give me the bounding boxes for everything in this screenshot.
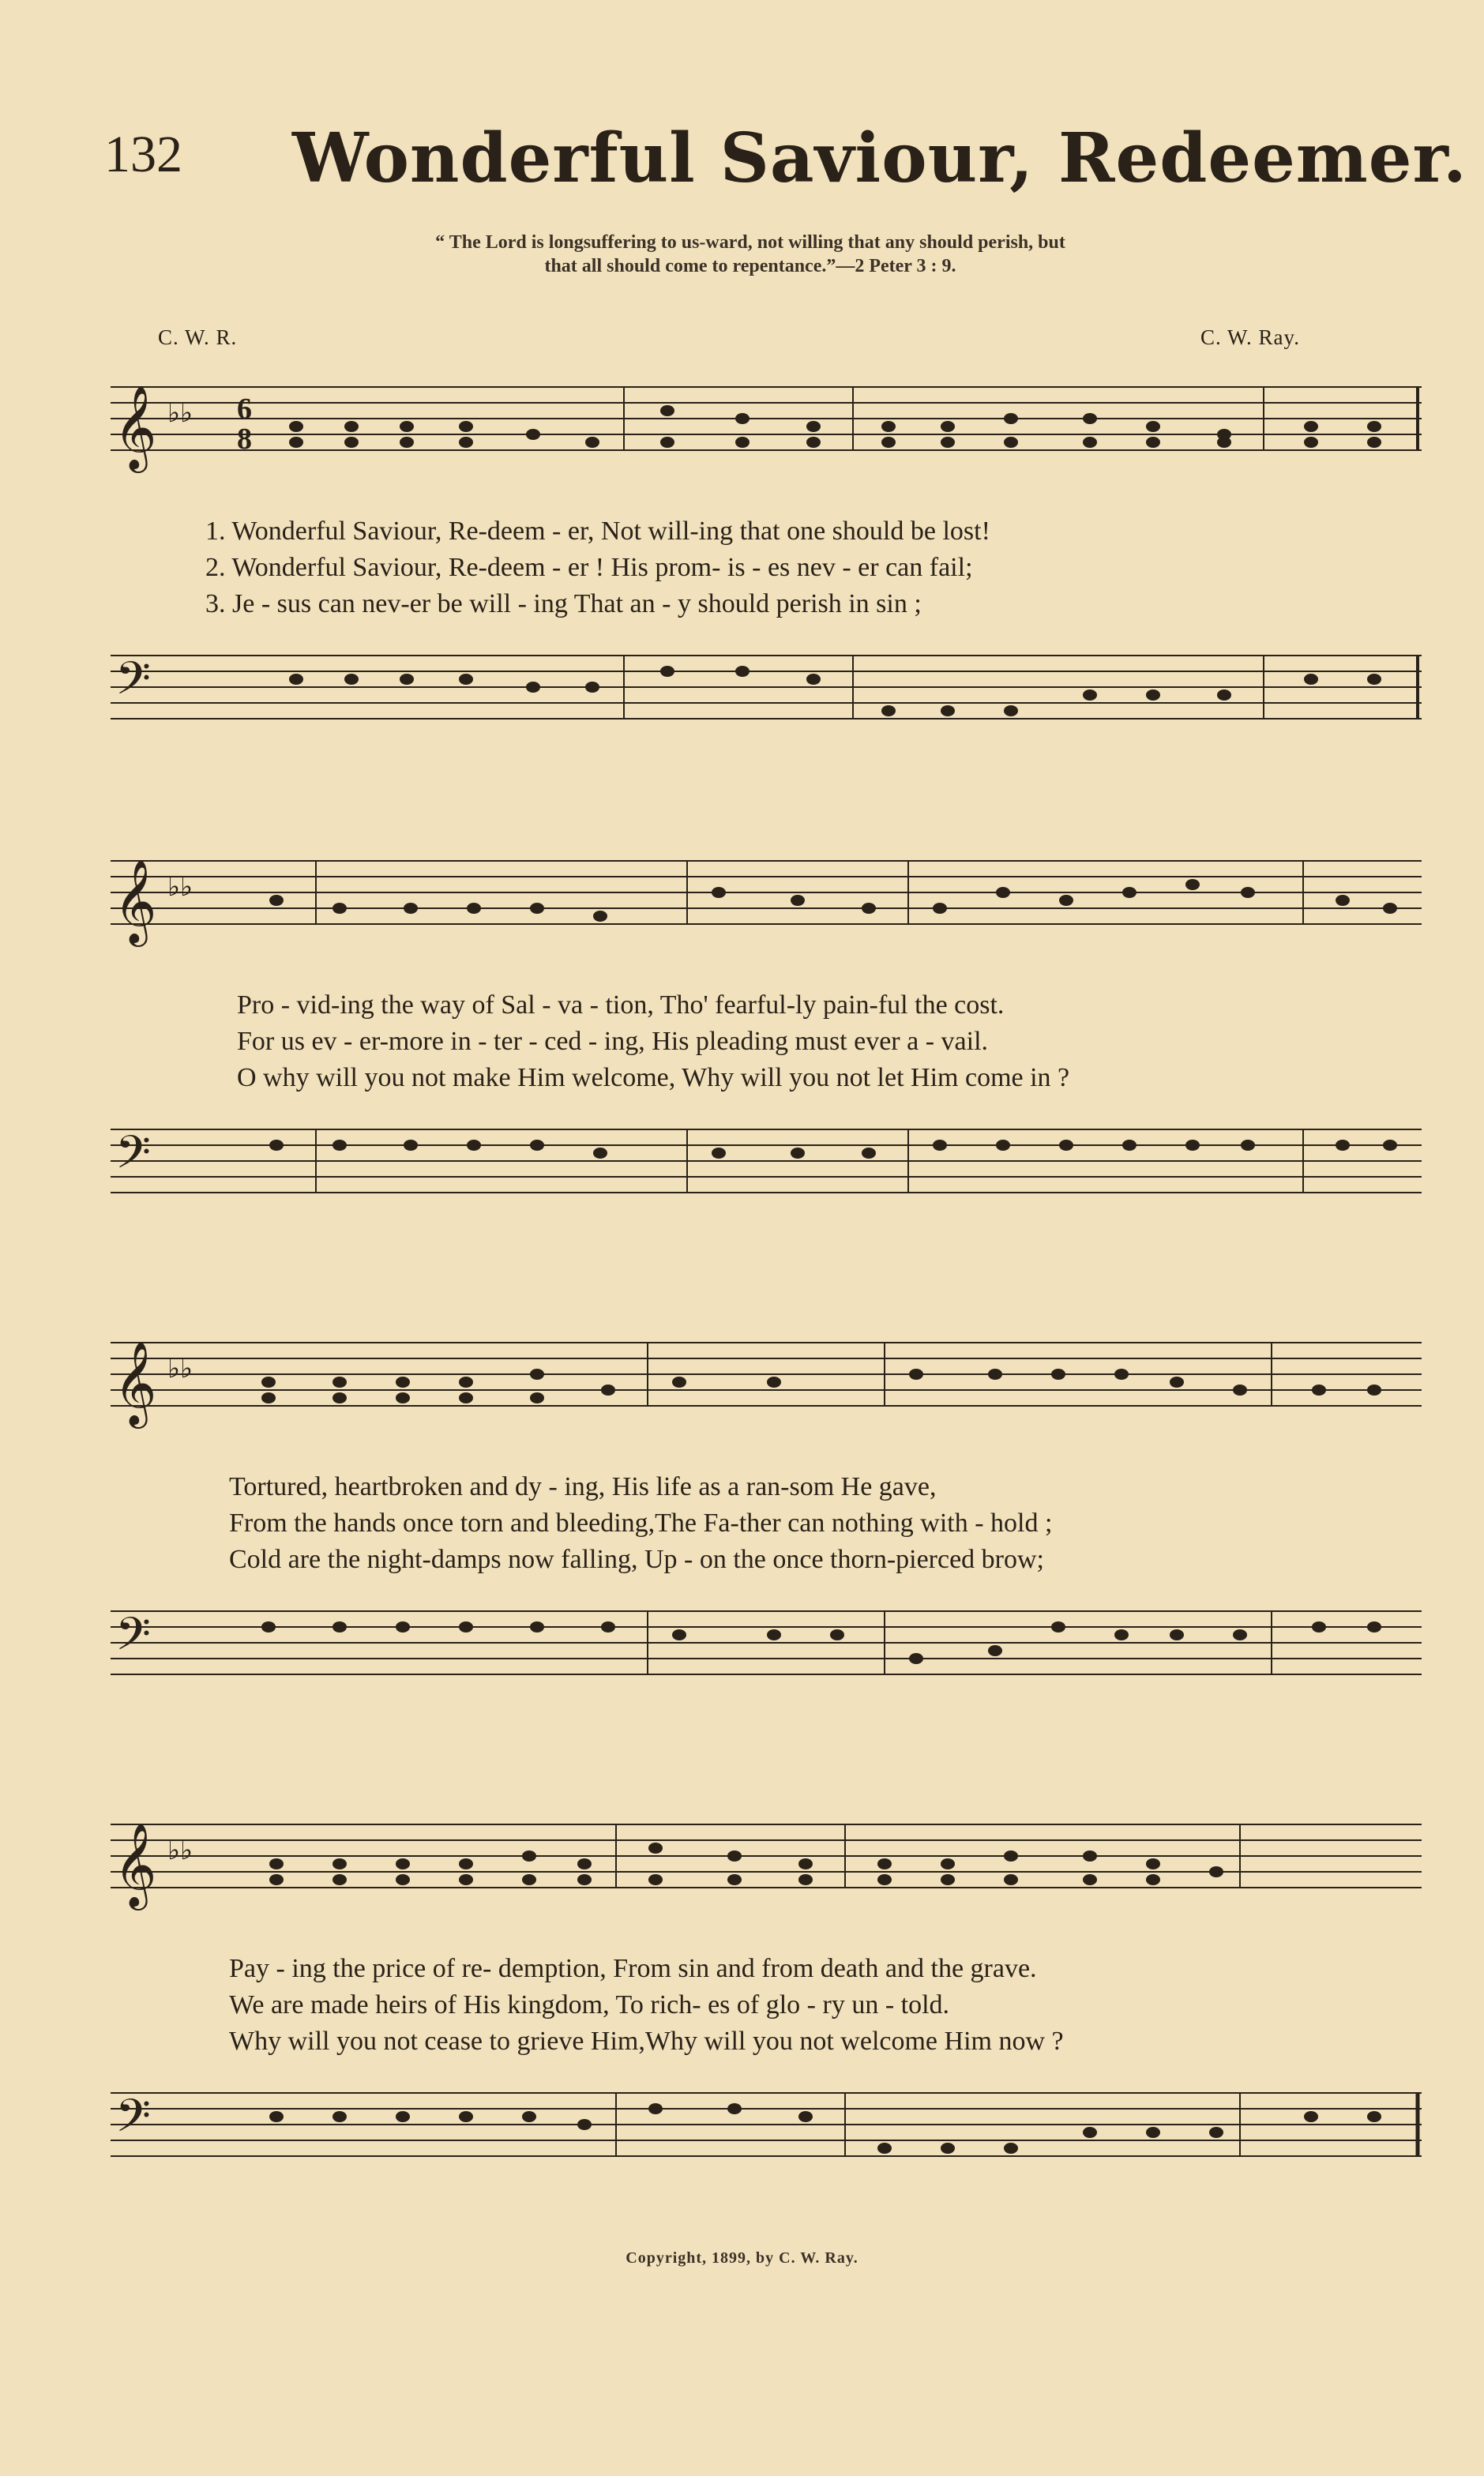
- staff-treble-1: [111, 371, 1422, 474]
- staff-bass-4: [111, 2077, 1422, 2180]
- flat-signs-icon: ♭♭: [167, 1354, 193, 1384]
- epigraph-line: that all should come to repentance.”—2 Peter 3 : 9.: [544, 256, 956, 276]
- lyric-line: Pay - ing the price of re- demption, From sin and from death and the grave.: [229, 1954, 1037, 1983]
- lyric-line: O why will you not make Him welcome, Why will you not let Him come in ?: [237, 1063, 1070, 1092]
- page-number: 132: [104, 126, 182, 183]
- lyrics-block: [229, 1951, 1064, 2060]
- staff-bass-2: [111, 1114, 1422, 1216]
- staff-treble-2: [111, 845, 1422, 948]
- staff-bass-3: [111, 1595, 1422, 1698]
- hymn-title: Wonderful Saviour, Redeemer.: [292, 118, 1467, 198]
- lyrics-block: [205, 513, 990, 622]
- music-system-3: [111, 1327, 1422, 1706]
- lyric-line: 2. Wonderful Saviour, Re-deem - er ! His prom- is - es nev - er can fail;: [205, 553, 973, 582]
- epigraph: [237, 231, 1264, 278]
- treble-clef-icon: 𝄞: [114, 387, 157, 468]
- flat-signs-icon: ♭♭: [167, 1836, 193, 1865]
- epigraph-line: “ The Lord is longsuffering to us-ward, not willing that any should perish, but: [435, 232, 1065, 253]
- copyright-notice: Copyright, 1899, by C. W. Ray.: [626, 2249, 858, 2267]
- lyric-line: From the hands once torn and bleeding,The Fa-ther can nothing with - hold ;: [229, 1509, 1053, 1538]
- note-heads: [269, 879, 1397, 922]
- author-credit: C. W. R.: [158, 325, 238, 349]
- lyric-line: 1. Wonderful Saviour, Re-deem - er, Not will-ing that one should be lost!: [205, 517, 990, 546]
- lyric-line: Cold are the night-damps now falling, Up - on the once thorn-pierced brow;: [229, 1545, 1045, 1574]
- lyric-line: We are made heirs of His kingdom, To rich- es of glo - ry un - told.: [229, 1990, 950, 2019]
- lyric-line: Tortured, heartbroken and dy - ing, His life as a ran-som He gave,: [229, 1472, 937, 1501]
- bass-clef-icon: 𝄢: [115, 1610, 152, 1671]
- note-heads: [269, 1843, 1223, 1885]
- note-heads: [269, 2103, 1381, 2154]
- music-system-2: [111, 845, 1422, 1224]
- note-heads: [269, 1140, 1397, 1159]
- lyrics-block: [229, 1469, 1052, 1578]
- flat-signs-icon: ♭♭: [167, 873, 193, 902]
- lyric-line: For us ev - er-more in - ter - ced - ing, His pleading must ever a - vail.: [237, 1027, 989, 1056]
- lyric-line: 3. Je - sus can nev-er be will - ing That an - y should perish in sin ;: [205, 589, 922, 618]
- bass-clef-icon: 𝄢: [115, 655, 152, 716]
- staff-treble-3: [111, 1327, 1422, 1430]
- treble-clef-icon: 𝄞: [114, 1824, 157, 1905]
- staff-treble-4: [111, 1809, 1422, 1911]
- time-sig-top: 6: [237, 393, 252, 426]
- treble-clef-icon: 𝄞: [114, 861, 157, 941]
- staff-bass-1: [111, 640, 1422, 742]
- note-heads: [289, 405, 1381, 448]
- lyric-line: Why will you not cease to grieve Him,Why will you not welcome Him now ?: [229, 2027, 1064, 2056]
- lyrics-block: [237, 987, 1069, 1096]
- treble-clef-icon: 𝄞: [114, 1343, 157, 1423]
- lyric-line: Pro - vid-ing the way of Sal - va - tion, Tho' fearful-ly pain-ful the cost.: [237, 990, 1005, 1020]
- music-system-1: [111, 371, 1422, 750]
- bass-clef-icon: 𝄢: [115, 2092, 152, 2153]
- flat-signs-icon: ♭♭: [167, 399, 193, 428]
- music-system-4: [111, 1809, 1422, 2188]
- bass-clef-icon: 𝄢: [115, 1129, 152, 1189]
- time-sig-bottom: 8: [237, 423, 252, 456]
- composer-credit: C. W. Ray.: [1200, 325, 1301, 349]
- note-heads: [289, 666, 1381, 716]
